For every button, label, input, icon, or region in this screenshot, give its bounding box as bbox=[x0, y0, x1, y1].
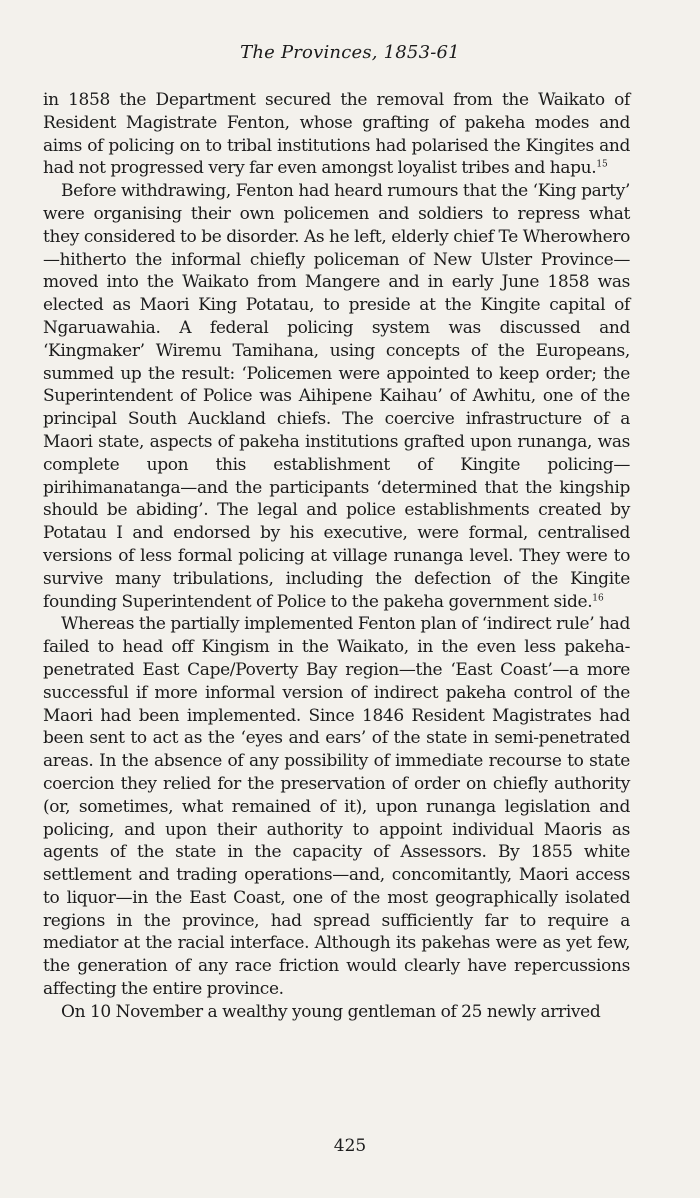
footnote-marker: 16 bbox=[592, 592, 604, 603]
running-head-title: The Provinces, 1853-61 bbox=[240, 42, 460, 63]
page-number: 425 bbox=[333, 1136, 367, 1156]
paragraph-text: Whereas the partially implemented Fenton plan of ‘indirect rule’ had failed to head off Kingism in the Waikato, in the even less pakeha-penetrated East Cape/Poverty Bay region—the ‘East Coast’—a more successful if more informal version of indirect pakeha control of the Maori had been implemented. Since 1846 Resident Magistrates had been sent to act as the ‘eyes and ears’ of the state in semi-penetrated areas. In the absence of any possibility of immediate recourse to state coercion they relied for the preservation of order on chiefly authority (or, sometimes, what remained of it), upon runanga legislation and policing, and upon their authority to appoint individual Maoris as agents of the state in the capacity of Assessors. By 1855 white settlement and trading operations—and, concomitantly, Maori access to liquor—in the East Coast, one of the most geographically isolated regions in the province, had spread sufficiently far to require a mediator at the racial interface. Although its pakehas were as yet few, the generation of any race friction would clearly have repercussions affecting the entire province. bbox=[43, 614, 630, 1000]
paragraph-4 bbox=[43, 1001, 630, 1024]
paragraph-1 bbox=[43, 89, 630, 180]
paragraph-text: On 10 November a wealthy young gentleman of 25 newly arrived bbox=[61, 1001, 601, 1022]
body-text bbox=[43, 89, 630, 1024]
paragraph-3 bbox=[43, 613, 630, 1001]
paragraph-2 bbox=[43, 180, 630, 613]
paragraph-text: in 1858 the Department secured the removal from the Waikato of Resident Magistrate Fenton, whose grafting of pakeha modes and aims of policing on to tribal institutions had polarised the Kingites and had not progressed very far even amongst loyalist tribes and hapu. bbox=[43, 90, 630, 179]
paragraph-text: Before withdrawing, Fenton had heard rumours that the ‘King party’ were organising their own policemen and soldiers to repress what they considered to be disorder. As he left, elderly chief Te Wherowhero—hitherto the informal chiefly policeman of New Ulster Province—moved into the Waikato from Mangere and in early June 1858 was elected as Maori King Potatau, to preside at the Kingite capital of Ngaruawahia. A federal policing system was discussed and ‘Kingmaker’ Wiremu Tamihana, using concepts of the Europeans, summed up the result: ‘Policemen were appointed to keep order; the Superintendent of Police was Aihipene Kaihau’ of Awhitu, one of the principal South Auckland chiefs. The coercive infrastructure of a Maori state, aspects of pakeha institutions grafted upon runanga, was complete upon this establishment of Kingite policing—pirihimanatanga—and the participants ‘determined that the kingship should be abiding’. The legal and police establishments created by Potatau I and endorsed by his executive, were formal, centralised versions of less formal policing at village runanga level. They were to survive many tribulations, including the defection of the Kingite founding Superintendent of Police to the pakeha government side. bbox=[43, 181, 630, 612]
footnote-marker: 15 bbox=[596, 159, 608, 170]
